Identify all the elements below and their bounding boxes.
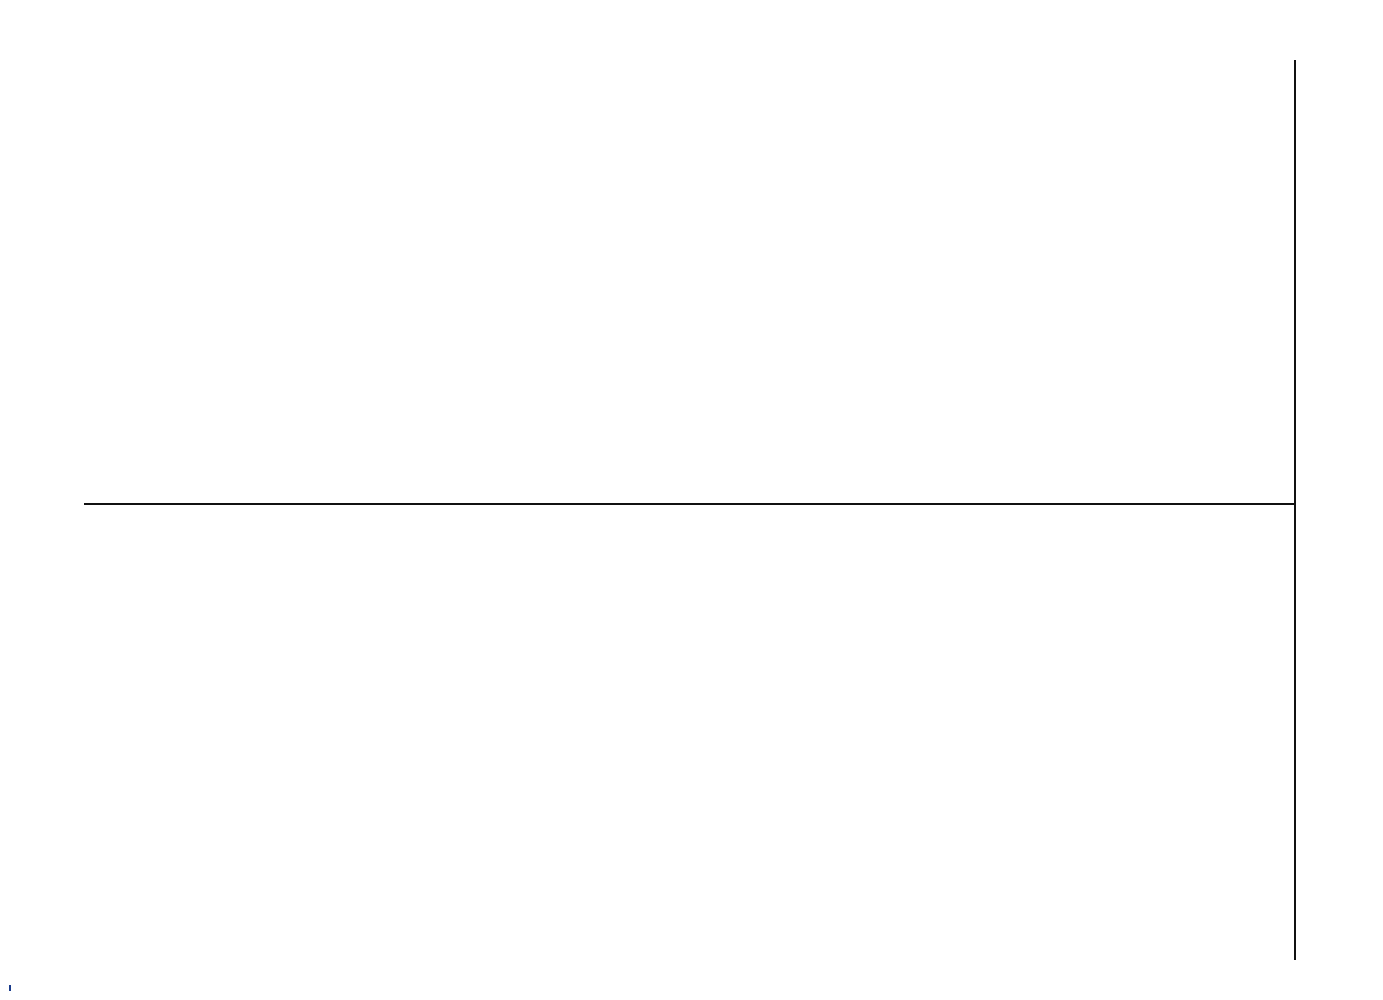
column-divider	[84, 503, 1294, 505]
rotated-page	[75, 60, 1330, 960]
funding-logo	[9, 985, 11, 991]
text-column-right	[86, 520, 1286, 948]
text-column-left	[86, 60, 1286, 488]
digitization-credit	[2, 985, 14, 995]
page-header	[1294, 60, 1330, 960]
